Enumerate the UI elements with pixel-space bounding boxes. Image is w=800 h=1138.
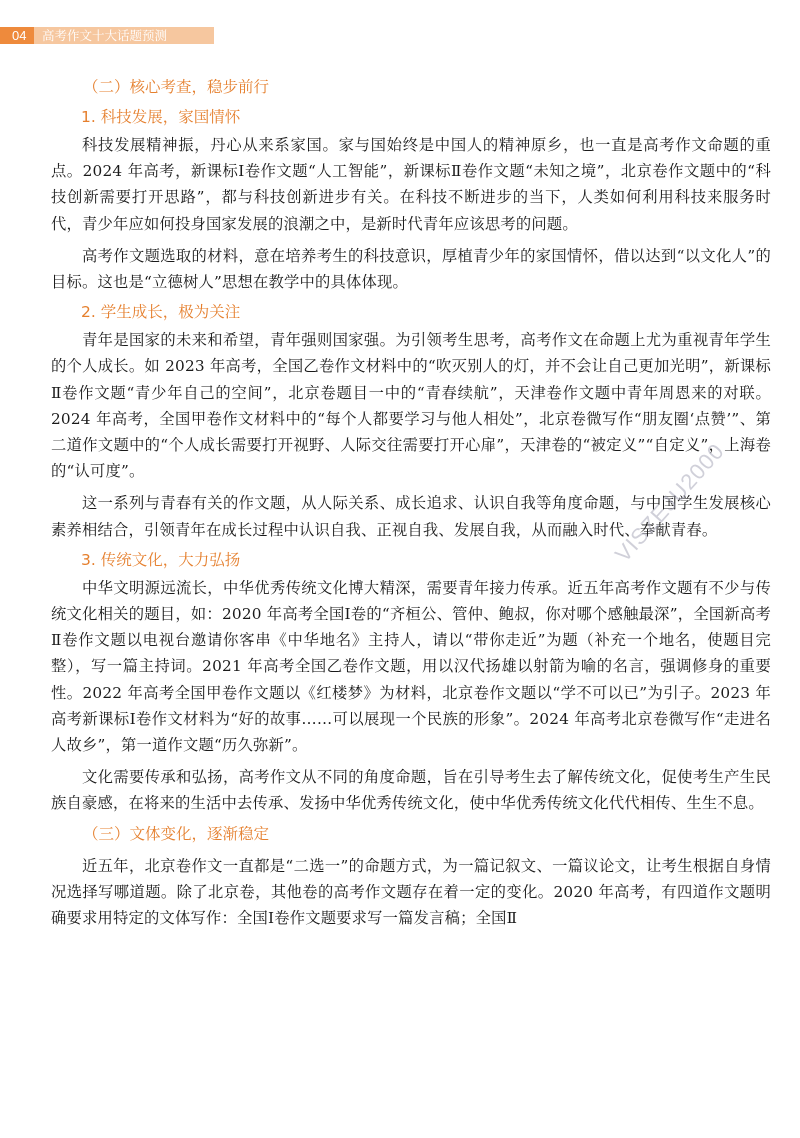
paragraph: 文化需要传承和弘扬，高考作文从不同的角度命题，旨在引导考生去了解传统文化，促使考生产生民族自豪感，在将来的生活中去传承、发扬中华优秀传统文化，使中华优秀传统文化代代相传、生生不息。: [51, 768, 771, 813]
watermark: VISZEJU2000: [610, 438, 730, 567]
paragraph: 中华文明源远流长，中华优秀传统文化博大精深，需要青年接力传承。近五年高考作文题有不少与传统文化相关的题目，如：2020 年高考全国Ⅰ卷的“齐桓公、管仲、鲍叔，你对哪个感触最深”，全国新高考Ⅱ卷作文题以电视台邀请你客串《中华地名》主持人，请以“带你走近”为题（补充一个地名，使题目完整），写一篇主持词。2021 年高考全国乙卷作文题，用以汉代扬雄以射箭为喻的名言，强调修身的重要性。2022 年高考全国甲卷作文题以《红楼梦》为材料，北京卷作文题以“学不可以已”为引子。2023 年高考新课标Ⅰ卷作文材料为“好的故事……可以展现一个民族的形象”。2024 年高考北京卷微写作“走进名人故乡”，第一道作文题“历久弥新”。: [51, 578, 771, 755]
topic-title-1: 1. 科技发展，家国情怀: [81, 108, 241, 126]
topic-title-3: 3. 传统文化，大力弘扬: [81, 550, 241, 569]
running-title: 高考作文十大话题预测: [42, 28, 168, 43]
paragraph: 青年是国家的未来和希望，青年强则国家强。为引领考生思考，高考作文在命题上尤为重视青年学生的个人成长。如 2023 年高考，全国乙卷作文材料中的“吹灭别人的灯，并不会让自己更加光明”，新课标Ⅱ卷作文题“青少年自己的空间”，北京卷题目一中的“青春续航”，天津卷作文题中青年周恩来的对联。2024 年高考，全国甲卷作文材料中的“每个人都要学习与他人相处”，北京卷微写作“朋友圈‘点赞’”、第二道作文题中的“个人成长需要打开视野、人际交往需要打开心扉”，天津卷的“被定义”“自定义”，上海卷的“认可度”。: [51, 331, 771, 481]
paragraph: 近五年，北京卷作文一直都是“二选一”的命题方式，为一篇记叙文、一篇议论文，让考生根据自身情况选择写哪道题。除了北京卷，其他卷的高考作文题存在着一定的变化。2020 年高考，有四道作文题明确要求用特定的文体写作：全国Ⅰ卷作文题要求写一篇发言稿；全国Ⅱ: [51, 856, 771, 928]
page-header-bar: [0, 27, 214, 44]
paragraph: 这一系列与青春有关的作文题，从人际关系、成长追求、认识自我等角度命题，与中国学生发展核心素养相结合，引领青年在成长过程中认识自我、正视自我、发展自我，从而融入时代、奉献青春。: [51, 494, 771, 539]
paragraph: 高考作文题选取的材料，意在培养考生的科技意识，厚植青少年的家国情怀，借以达到“以文化人”的目标。这也是“立德树人”思想在教学中的具体体现。: [51, 246, 771, 292]
topic-title-2: 2. 学生成长，极为关注: [81, 303, 241, 322]
section-heading-3: （三）文体变化，逐渐稳定: [83, 824, 270, 843]
page-number: 04: [0, 27, 34, 44]
paragraph: 科技发展精神振，丹心从来系家国。家与国始终是中国人的精神原乡，也一直是高考作文命题的重点。2024 年高考，新课标Ⅰ卷作文题“人工智能”，新课标Ⅱ卷作文题“未知之境”，北京卷作文题中的“科技创新需要打开思路”，都与科技创新进步有关。在科技不断进步的当下，人类如何利用科技来服务时代，青少年应如何投身国家发展的浪潮之中，是新时代青年应该思考的问题。: [51, 136, 771, 233]
section-heading-2: （二）核心考查，稳步前行: [83, 78, 270, 96]
